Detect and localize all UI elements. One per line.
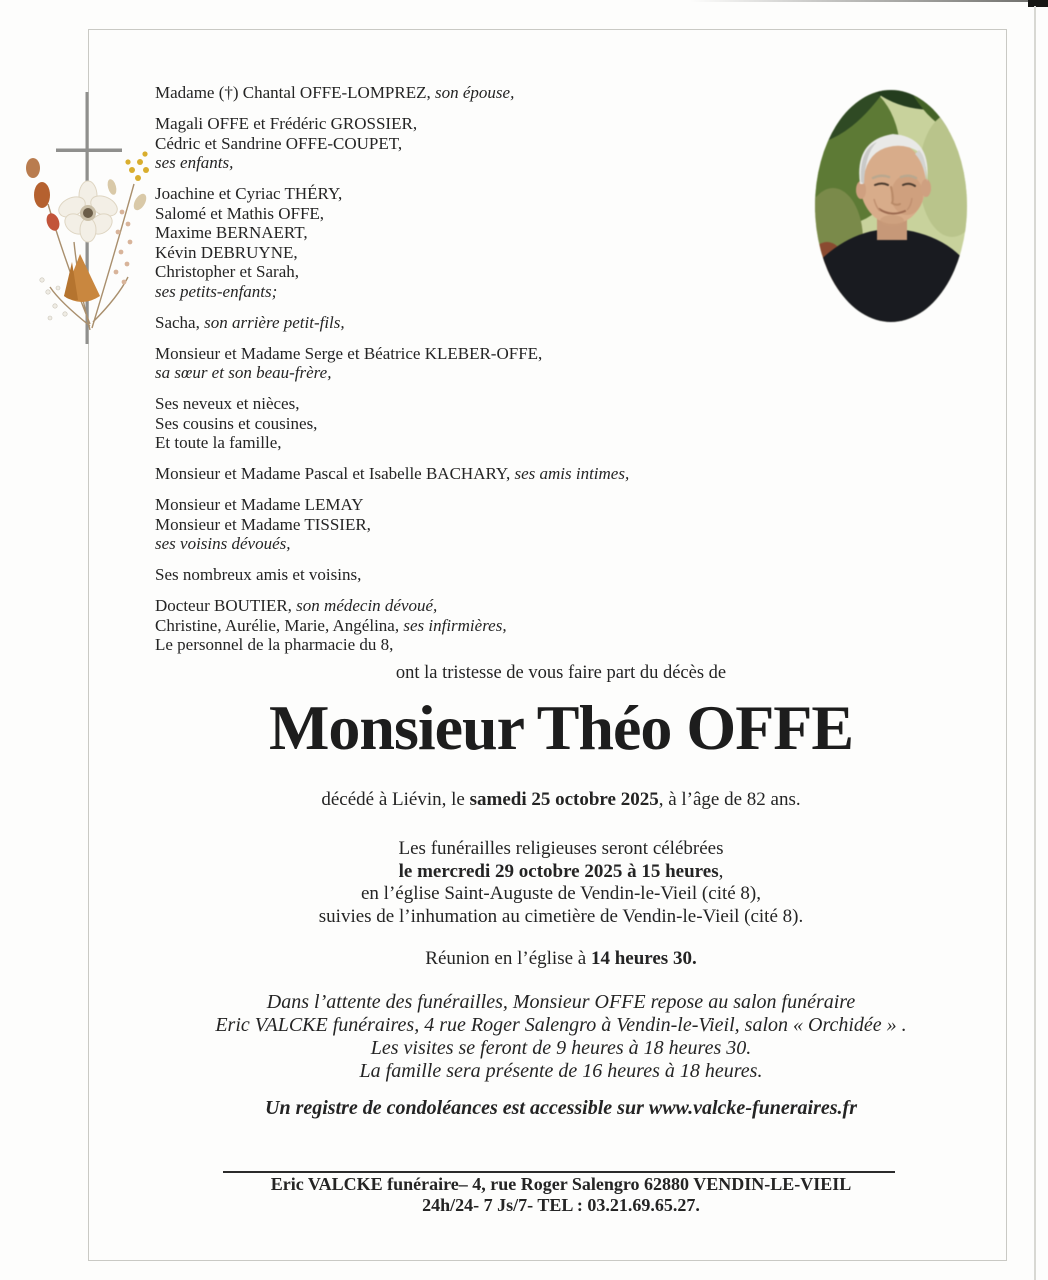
family-line — [155, 565, 815, 585]
family-line — [155, 223, 815, 243]
text-segment: ses infirmières, — [403, 615, 507, 635]
family-line — [155, 363, 815, 383]
text-segment: le mercredi 29 octobre 2025 à 15 heures — [398, 860, 719, 882]
family-line — [155, 282, 815, 302]
family-line — [155, 394, 815, 414]
text-segment: , — [718, 860, 724, 882]
family-block — [155, 394, 815, 453]
text-line: La famille sera présente de 16 heures à 18 heures. — [359, 1060, 763, 1082]
text-segment: Ses nombreux amis et voisins, — [155, 565, 362, 584]
text-segment: son médecin dévoué, — [296, 596, 438, 615]
family-line — [155, 243, 815, 263]
family-line — [155, 616, 815, 636]
family-block — [155, 83, 815, 103]
church-meeting-line — [155, 948, 967, 970]
family-line — [155, 596, 815, 616]
family-line — [155, 344, 815, 364]
text-segment: Le personnel de la pharmacie du 8, — [155, 635, 394, 654]
ceremony-details — [155, 838, 967, 928]
family-line — [155, 204, 815, 224]
family-line — [155, 534, 815, 554]
family-line — [155, 313, 815, 333]
family-line — [155, 262, 815, 282]
text-line: Les visites se feront de 9 heures à 18 heures 30. — [370, 1037, 752, 1059]
text-segment: en l’église Saint-Auguste de Vendin-le-Vieil (cité 8), — [360, 883, 762, 905]
text-segment: Et toute la famille, — [155, 433, 282, 452]
text-segment: son épouse, — [435, 83, 515, 102]
text-segment: son arrière petit-fils, — [204, 312, 345, 332]
family-block — [155, 464, 815, 484]
funeral-home-phone: 24h/24- 7 Js/7- TEL : 03.21.69.65.27. — [422, 1195, 700, 1215]
family-block — [155, 313, 815, 333]
text-line — [155, 861, 967, 884]
text-segment: Madame (†) Chantal OFFE-LOMPREZ, — [155, 83, 435, 102]
text-line — [155, 838, 967, 861]
text-segment: suivies de l’inhumation au cimetière de Vendin-le-Vieil (cité 8). — [318, 905, 804, 927]
text-segment: Christopher et Sarah, — [155, 262, 299, 281]
text-segment: Kévin DEBRUYNE, — [155, 242, 298, 262]
text-segment: Ses neveux et nièces, — [155, 394, 300, 413]
portrait-photo — [815, 90, 967, 322]
text-segment: , à l’âge de 82 ans. — [658, 789, 801, 810]
family-line — [155, 635, 815, 655]
footer-divider — [223, 1171, 895, 1173]
text-segment: Cédric et Sandrine OFFE-COUPET, — [155, 133, 403, 153]
text-segment: Joachine et Cyriac THÉRY, — [155, 184, 343, 203]
text-segment: Monsieur et Madame TISSIER, — [155, 514, 371, 534]
text-segment: Réunion en l’église à — [425, 948, 591, 969]
family-line — [155, 433, 815, 453]
family-line — [155, 134, 815, 154]
family-block — [155, 184, 815, 301]
text-segment: ses enfants, — [155, 153, 234, 172]
text-segment: Les funérailles religieuses seront célébrées — [398, 838, 724, 859]
text-segment: ses amis intimes, — [514, 464, 630, 483]
text-line — [155, 906, 967, 929]
family-line — [155, 515, 815, 535]
condolence-register-line: Un registre de condoléances est accessible sur www.valcke-funeraires.fr — [265, 1097, 857, 1119]
announcement-intro: ont la tristesse de vous faire part du décès de — [395, 663, 727, 683]
scan-artifact-top-line — [690, 0, 1048, 2]
scan-artifact-right-edge-line — [1034, 6, 1036, 1280]
family-list — [155, 83, 815, 666]
death-line — [155, 789, 967, 811]
family-line — [155, 464, 815, 484]
text-segment: Sacha, — [155, 312, 205, 332]
text-segment: Magali OFFE et Frédéric GROSSIER, — [155, 114, 418, 133]
family-line — [155, 414, 815, 434]
text-segment: décédé à Liévin, le — [321, 789, 470, 810]
text-line: Dans l’attente des funérailles, Monsieur OFFE repose au salon funéraire — [266, 991, 856, 1013]
family-line — [155, 184, 815, 204]
deceased-name: Monsieur Théo OFFE — [268, 692, 854, 763]
portrait-image — [815, 90, 967, 322]
funeral-home-address: Eric VALCKE funéraire– 4, rue Roger Salengro 62880 VENDIN-LE-VIEIL — [270, 1174, 852, 1194]
family-line — [155, 495, 815, 515]
family-line — [155, 83, 815, 103]
text-segment: Maxime BERNAERT, — [155, 223, 308, 242]
text-segment: Christine, Aurélie, Marie, Angélina, — [155, 615, 404, 635]
text-segment: ses petits-enfants; — [155, 281, 278, 301]
visitation-details — [155, 991, 967, 1083]
text-line: Eric VALCKE funéraires, 4 rue Roger Salengro à Vendin-le-Vieil, salon « Orchidée » . — [215, 1014, 907, 1036]
text-segment: Salomé et Mathis OFFE, — [155, 203, 325, 223]
family-block — [155, 565, 815, 585]
text-segment: Monsieur et Madame LEMAY — [155, 495, 364, 514]
text-segment: 14 heures 30. — [590, 948, 697, 969]
text-segment: ses voisins dévoués, — [155, 534, 291, 553]
scan-artifact-corner-mark — [1028, 0, 1048, 7]
family-line — [155, 114, 815, 134]
family-block — [155, 596, 815, 655]
text-line — [155, 883, 967, 906]
text-segment: Monsieur et Madame Pascal et Isabelle BACHARY, — [155, 464, 515, 483]
text-segment: Ses cousins et cousines, — [155, 413, 318, 433]
text-segment: samedi 25 octobre 2025 — [469, 789, 659, 810]
text-segment: Docteur BOUTIER, — [155, 596, 297, 615]
text-segment: sa sœur et son beau-frère, — [155, 363, 332, 382]
family-block — [155, 114, 815, 173]
cross-flowers-icon — [20, 92, 170, 352]
family-line — [155, 153, 815, 173]
text-segment: Monsieur et Madame Serge et Béatrice KLEBER-OFFE, — [155, 343, 543, 363]
family-block — [155, 495, 815, 554]
family-block — [155, 344, 815, 383]
